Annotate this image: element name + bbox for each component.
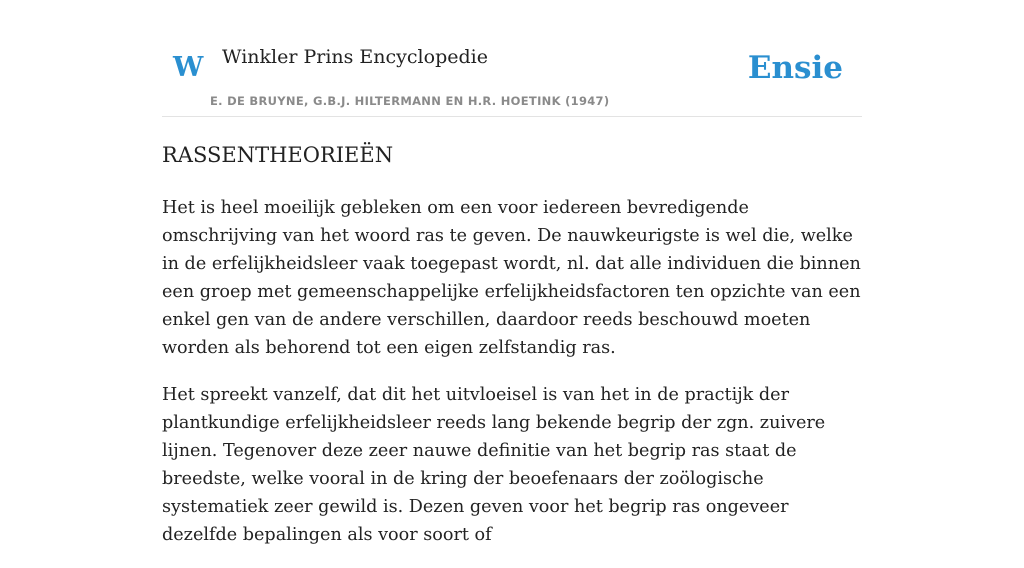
- article-title: RASSENTHEORIEËN: [162, 143, 394, 167]
- book-title[interactable]: Winkler Prins Encyclopedie: [222, 46, 488, 68]
- article: [162, 140, 864, 568]
- site-header: [162, 0, 862, 117]
- article-paragraph: Het is heel moeilijk gebleken om een voor iedereen bevredigende omschrijving van het woord ras te geven. De nauwkeurigste is wel die, welke in de erfelijkheidsleer vaak toegepast wordt, nl. dat alle individuen die binnen een groep met gemeenschappelijke erfelijkheidsfactoren ten opzichte van een enkel gen van de andere verschillen, daardoor reeds beschouwd moeten worden als behorend tot een eigen zelfstandig ras.: [162, 198, 861, 358]
- winkler-prins-logo[interactable]: W: [173, 52, 204, 83]
- ensie-logo[interactable]: Ensie: [747, 50, 843, 86]
- article-paragraph: Het spreekt vanzelf, dat dit het uitvloeisel is van het in de practijk der plantkundige erfelijkheidsleer reeds lang bekende begrip der zgn. zuivere lijnen. Tegenover deze zeer nauwe definitie van het begrip ras staat de breedste, welke vooral in de kring der beoefenaars der zoölogische systematiek zeer gewild is. Dezen geven voor het begrip ras ongeveer dezelfde bepalingen als voor soort of: [162, 385, 826, 545]
- book-authors: E. DE BRUYNE, G.B.J. HILTERMANN EN H.R. HOETINK (1947): [210, 94, 610, 108]
